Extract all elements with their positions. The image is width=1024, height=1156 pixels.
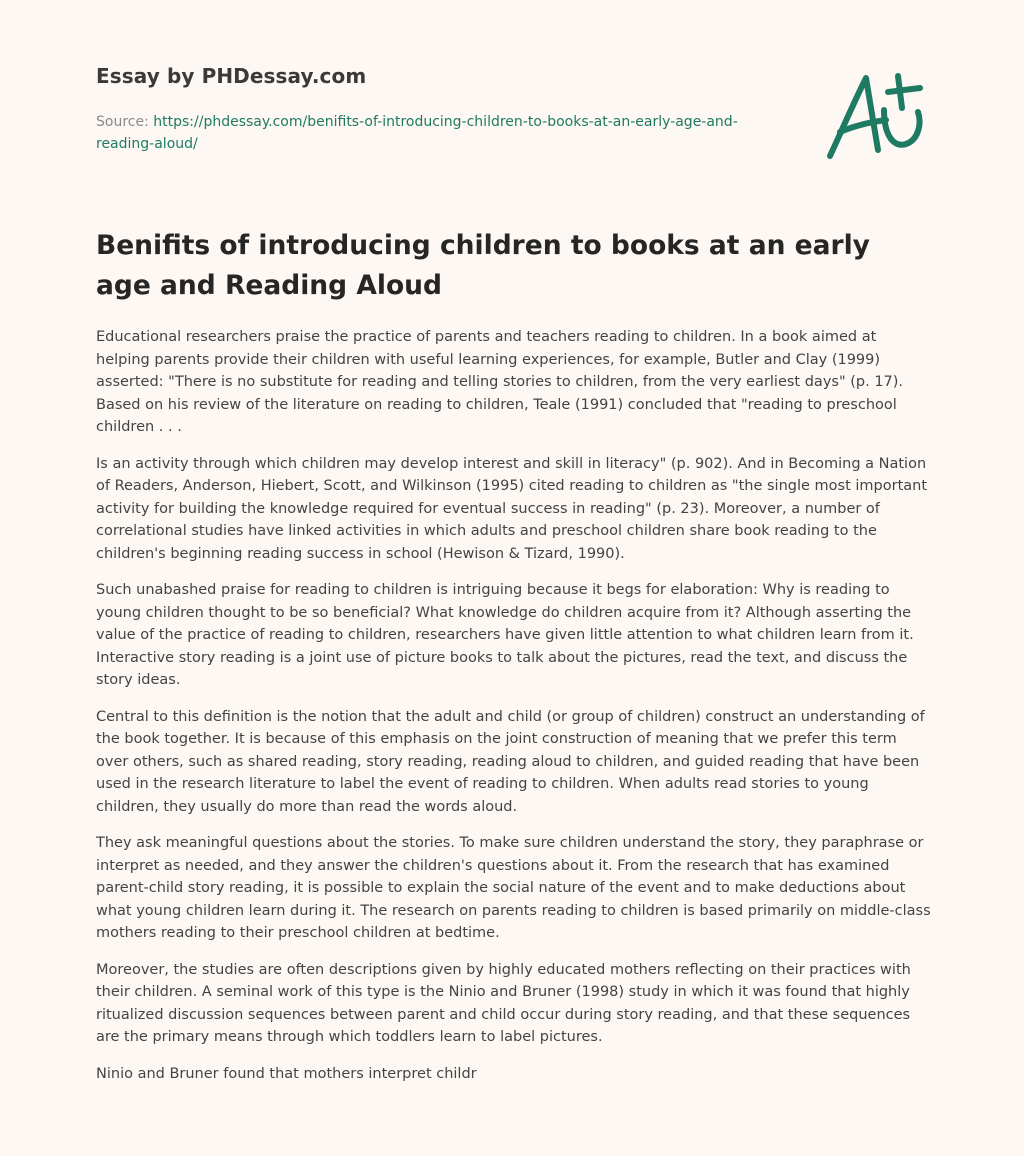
- source-label: Source:: [96, 114, 149, 130]
- essay-paragraph-6: Moreover, the studies are often descriptions given by highly educated mothers reflecting on their practices with their children. A seminal work of this type is the Ninio and Bruner (1998) study in which it was found that highly ritualized discussion sequences between parent and child occur during story reading, and that these sequences are the primary means through which toddlers learn to label pictures.: [96, 961, 911, 1045]
- essay-paragraph-3: Such unabashed praise for reading to children is intriguing because it begs for elaboration: Why is reading to young children thought to be so beneficial? What knowledge do children acquire from it? Although asserting the value of the practice of reading to children, researchers have given little attention to what children learn from it. Interactive story reading is a joint use of picture books to talk about the pictures, read the text, and discuss the story ideas.: [96, 582, 914, 688]
- essay-paragraph-2: Is an activity through which children may develop interest and skill in literacy" (p. 902). And in Becoming a Nation of Readers, Anderson, Hiebert, Scott, and Wilkinson (1995) cited reading to children as "the single most important activity for building the knowledge required for eventual success in reading" (p. 23). Moreover, a number of correlational studies have linked activities in which adults and preschool children share book reading to the children's beginning reading success in school (Hewison & Tizard, 1990).: [96, 455, 928, 562]
- source-line: [96, 111, 776, 155]
- essay-paragraph-1: Educational researchers praise the practice of parents and teachers reading to children. In a book aimed at helping parents provide their children with useful learning experiences, for example, Butler and Clay (1999) asserted: "There is no substitute for reading and telling stories to children, from the very earliest days" (p. 17). Based on his review of the literature on reading to children, Teale (1991) concluded that "reading to preschool children . . .: [96, 329, 904, 435]
- essay-paragraph-5: They ask meaningful questions about the stories. To make sure children understand the story, they paraphrase or interpret as needed, and they answer the children's questions about it. From the research that has examined parent-child story reading, it is possible to explain the social nature of the event and to make deductions about what young children learn during it. The research on parents reading to children is based primarily on middle-class mothers reading to their preschool children at bedtime.: [96, 835, 931, 941]
- a-plus-grade-icon: [820, 66, 930, 166]
- essay-paragraph-7: Ninio and Bruner found that mothers interpret childr: [96, 1065, 477, 1082]
- site-title: Essay by PHDessay.com: [96, 64, 367, 88]
- source-link[interactable]: https://phdessay.com/benifits-of-introducing-children-to-books-at-an-early-age-and-reading-aloud/: [96, 114, 738, 152]
- essay-title: Benifits of introducing children to books at an early age and Reading Aloud: [96, 230, 870, 301]
- essay-body: [96, 326, 932, 1099]
- essay-paragraph-4: Central to this definition is the notion that the adult and child (or group of children) construct an understanding of the book together. It is because of this emphasis on the joint construction of meaning that we prefer this term over others, such as shared reading, story reading, reading aloud to children, and guided reading that have been used in the research literature to label the event of reading to children. When adults read stories to young children, they usually do more than read the words aloud.: [96, 708, 925, 815]
